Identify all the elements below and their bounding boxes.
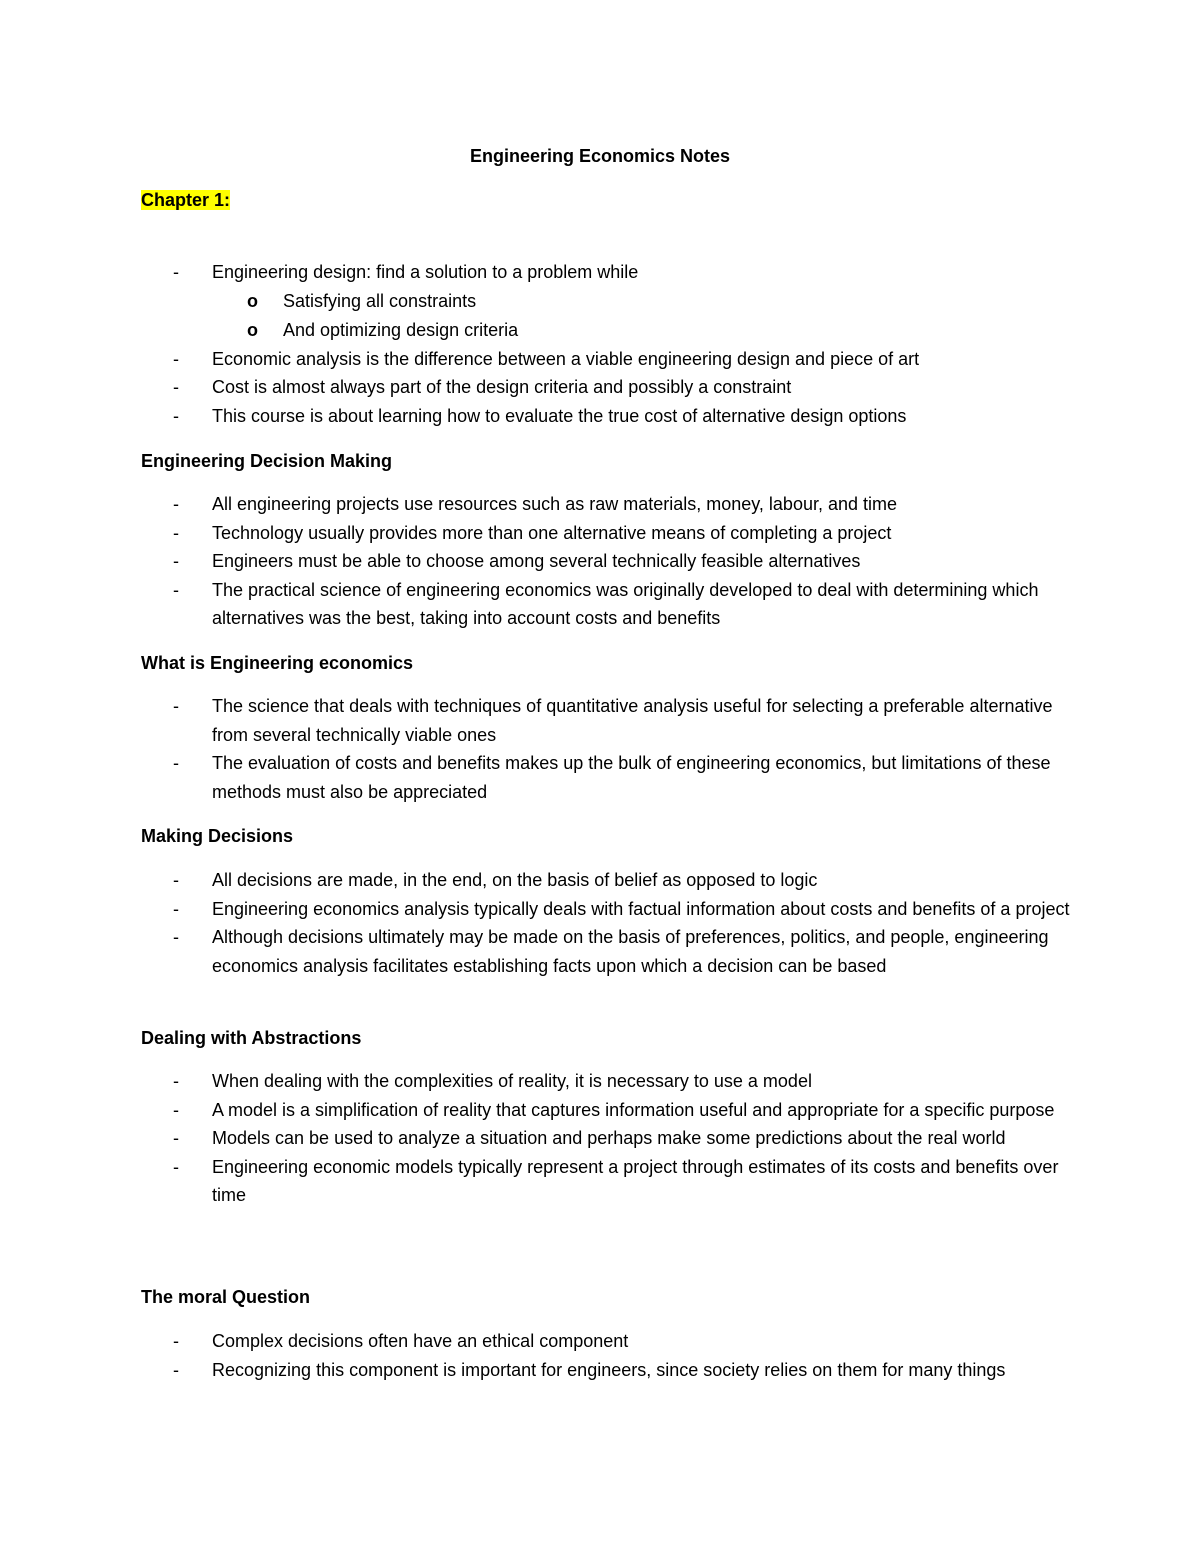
dash-bullet: -	[173, 1331, 179, 1351]
dash-bullet: -	[173, 551, 179, 571]
list-item	[141, 866, 1081, 895]
circle-bullet-icon: o	[247, 290, 258, 311]
list-item	[141, 923, 1081, 980]
dash-bullet: -	[173, 348, 179, 369]
list-item	[141, 1153, 1081, 1210]
section-heading-decision-making: Engineering Decision Making	[141, 451, 393, 471]
section-heading-making-decisions: Making Decisions	[141, 826, 294, 846]
list-item-text: Engineering economic models typically represent a project through estimates of its costs and benefits over time	[212, 1156, 1059, 1205]
section-list-decision-making	[141, 490, 1081, 633]
list-item-text: The evaluation of costs and benefits makes up the bulk of engineering economics, but limitations of these methods must also be appreciated	[212, 753, 1051, 802]
chapter-heading	[141, 188, 230, 212]
dash-bullet: -	[173, 753, 179, 773]
list-item	[141, 749, 1081, 806]
list-item-text: A model is a simplification of reality that captures information useful and appropriate for a specific purpose	[212, 1099, 1055, 1120]
circle-bullet-icon: o	[247, 319, 258, 340]
list-item-text: Recognizing this component is important for engineers, since society relies on them for many things	[212, 1359, 1006, 1380]
list-item	[141, 1096, 1081, 1125]
dash-bullet: -	[173, 579, 179, 600]
list-item	[141, 692, 1081, 749]
document-title: Engineering Economics Notes	[469, 146, 731, 166]
dash-bullet: -	[173, 522, 179, 543]
chapter-highlight: Chapter 1:	[141, 190, 231, 210]
dash-bullet: -	[173, 898, 179, 919]
list-item	[141, 490, 1081, 519]
list-item	[141, 258, 1081, 345]
section-list-moral-question	[141, 1327, 1081, 1384]
sub-list	[212, 287, 1081, 345]
list-item-text: Economic analysis is the difference between a viable engineering design and piece of art	[212, 348, 920, 369]
dash-bullet: -	[173, 1071, 179, 1091]
sub-list-item-text: Satisfying all constraints	[283, 290, 477, 311]
sub-list-item-text: And optimizing design criteria	[283, 319, 519, 340]
dash-bullet: -	[173, 696, 179, 716]
list-item-text: Engineering economics analysis typically deals with factual information about costs and benefits of a project	[212, 898, 1070, 919]
list-item-text: Models can be used to analyze a situation and perhaps make some predictions about the real world	[212, 1128, 1006, 1148]
dash-bullet: -	[173, 1128, 179, 1148]
dash-bullet: -	[173, 494, 179, 514]
list-item	[141, 1124, 1081, 1153]
list-item-text: When dealing with the complexities of reality, it is necessary to use a model	[212, 1071, 812, 1091]
section-heading-moral-question: The moral Question	[141, 1287, 311, 1307]
sub-list-item	[212, 316, 1081, 345]
list-item-text: The science that deals with techniques of quantitative analysis useful for selecting a preferable alternative from several technically viable ones	[212, 696, 1053, 745]
dash-bullet: -	[173, 1099, 179, 1120]
dash-bullet: -	[173, 1156, 179, 1177]
list-item	[141, 576, 1081, 633]
list-item	[141, 1067, 1081, 1096]
dash-bullet: -	[173, 927, 179, 947]
section-list-making-decisions	[141, 866, 1081, 980]
dash-bullet: -	[173, 1359, 179, 1380]
section-list-what-is	[141, 692, 1081, 806]
list-item	[141, 1356, 1081, 1385]
section-list-abstractions	[141, 1067, 1081, 1210]
list-item	[141, 373, 1081, 402]
list-item-text: The practical science of engineering economics was originally developed to deal with determining which alternatives was the best, taking into account costs and benefits	[212, 579, 1039, 628]
dash-bullet: -	[173, 377, 179, 397]
sub-list-item	[212, 287, 1081, 316]
list-item-text: All engineering projects use resources such as raw materials, money, labour, and time	[212, 494, 898, 514]
list-item	[141, 547, 1081, 576]
list-item-text: All decisions are made, in the end, on the basis of belief as opposed to logic	[212, 870, 818, 890]
dash-bullet: -	[173, 405, 179, 426]
list-item-text: This course is about learning how to evaluate the true cost of alternative design options	[212, 405, 907, 426]
list-item-text: Engineers must be able to choose among several technically feasible alternatives	[212, 551, 861, 571]
list-item-text: Technology usually provides more than one alternative means of completing a project	[212, 522, 892, 543]
list-item	[141, 895, 1081, 924]
list-item-text: Cost is almost always part of the design criteria and possibly a constraint	[212, 377, 792, 397]
dash-bullet: -	[173, 262, 179, 282]
section-heading-abstractions: Dealing with Abstractions	[141, 1028, 362, 1048]
list-item-text: Engineering design: find a solution to a problem while	[212, 262, 639, 282]
list-item	[141, 402, 1081, 431]
list-item	[141, 1327, 1081, 1356]
list-item-text: Complex decisions often have an ethical component	[212, 1331, 629, 1351]
list-item	[141, 345, 1081, 374]
intro-list	[141, 258, 1081, 430]
section-heading-what-is: What is Engineering economics	[141, 653, 414, 673]
list-item	[141, 519, 1081, 548]
list-item-text: Although decisions ultimately may be made on the basis of preferences, politics, and people, engineering economics analysis facilitates establishing facts upon which a decision can be based	[212, 927, 1049, 976]
dash-bullet: -	[173, 870, 179, 890]
